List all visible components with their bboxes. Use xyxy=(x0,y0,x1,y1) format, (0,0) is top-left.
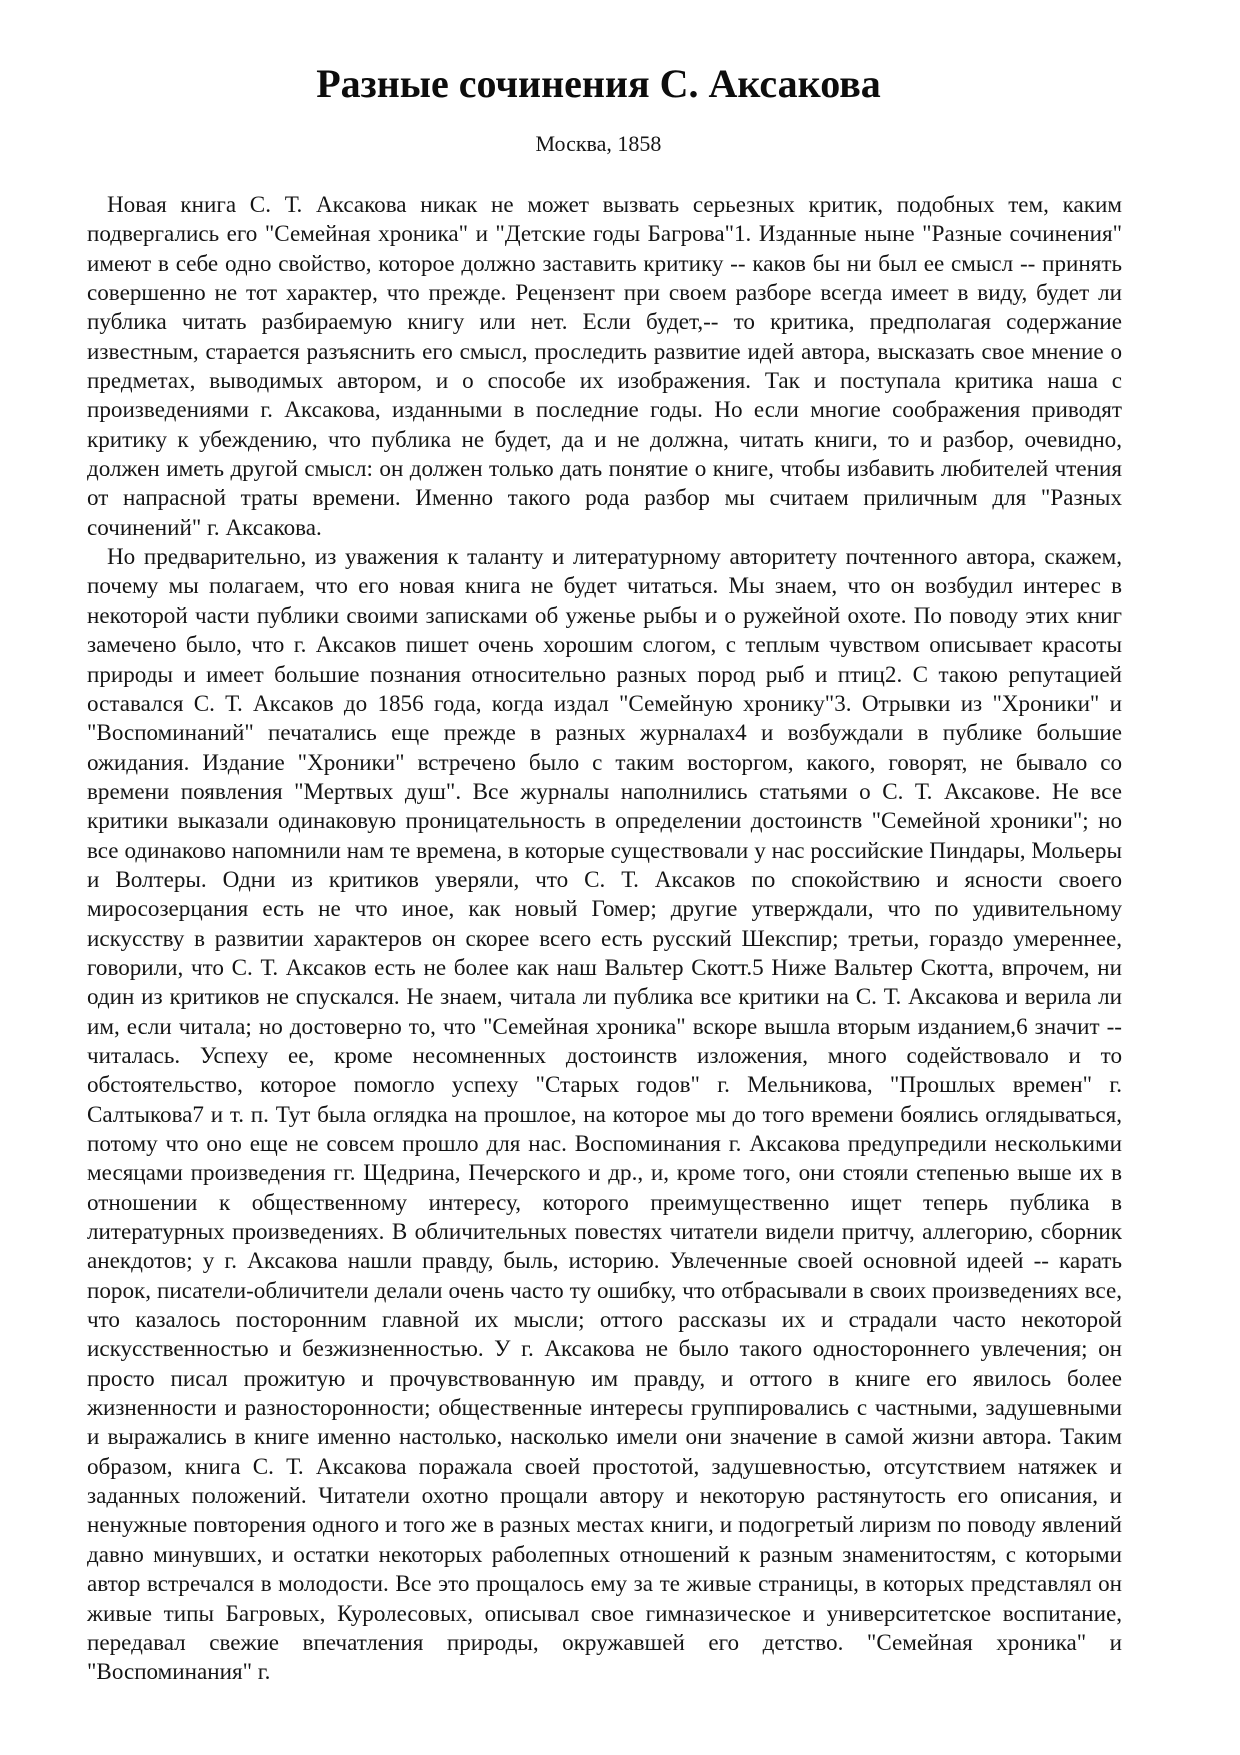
document-title: Разные сочинения С. Аксакова xyxy=(316,61,881,106)
document-subtitle: Москва, 1858 xyxy=(535,131,662,156)
paragraph: Но предварительно, из уважения к таланту и литературному авторитету почтенного автора, скажем, почему мы полагаем, что его новая книга не будет читаться. Мы знаем, что он возбудил интерес в некоторой части публики своими записками об уженье рыбы и о ружейной охоте. По поводу этих книг замечено было, что г. Аксаков пишет очень хорошим слогом, с теплым чувством описывает красоты природы и имеет большие познания относительно разных пород рыб и птиц2. С такою репутацией оставался С. Т. Аксаков до 1856 года, когда издал "Семейную хронику"3. Отрывки из "Хроники" и "Воспоминаний" печатались еще прежде в разных журналах4 и возбуждали в публике большие ожидания. Издание "Хроники" встречено было с таким восторгом, какого, говорят, не бывало со времени появления "Мертвых душ". Все журналы наполнились статьями о С. Т. Аксакове. Не все критики выказали одинаковую проницательность в определении достоинств "Семейной хроники"; но все одинаково напомнили нам те времена, в которые существовали у нас российские Пиндары, Мольеры и Волтеры. Одни из критиков уверяли, что С. Т. Аксаков по спокойствию и ясности своего миросозерцания есть не что иное, как новый Гомер; другие утверждали, что по удивительному искусству в развитии характеров он скорее всего есть русский Шекспир; третьи, гораздо умереннее, говорили, что С. Т. Аксаков есть не более как наш Вальтер Скотт.5 Ниже Вальтер Скотта, впрочем, ни один из критиков не спускался. Не знаем, читала ли публика все критики на С. Т. Аксакова и верила ли им, если читала; но достоверно то, что "Семейная хроника" вскоре вышла вторым изданием,6 значит -- читалась. Успеху ее, кроме несомненных достоинств изложения, много содействовало и то обстоятельство, которое помогло успеху "Старых годов" г. Мельникова, "Прошлых времен" г. Салтыкова7 и т. п. Тут была оглядка на прошлое, на которое мы до того времени боялись оглядываться, потому что оно еще не совсем прошло для нас. Воспоминания г. Аксакова предупредили несколькими месяцами произведения гг. Щедрина, Печерского и др., и, кроме того, они стояли степенью выше их в отношении к общественному интересу, которого преимущественно ищет теперь публика в литературных произведениях. В обличительных повестях читатели видели притчу, аллегорию, сборник анекдотов; у г. Аксакова нашли правду, быль, историю. Увлеченные своей основной идеей -- карать порок, писатели-обличители делали очень часто ту ошибку, что отбрасывали в своих произведениях все, что казалось посторонним главной их мысли; оттого рассказы их и страдали часто некоторой искусственностью и безжизненностью. У г. Аксакова не было такого одностороннего увлечения; он просто писал прожитую и прочувствованную им правду, и оттого в книге его явилось более жизненности и разносторонности; общественные интересы группировались с частными, задушевными и выражались в книге именно настолько, насколько имели они значение в самой жизни автора. Таким образом, книга С. Т. Аксакова поражала своей простотой, задушевностью, отсутствием натяжек и заданных положений. Читатели охотно прощали автору и некоторую растянутость его описания, и ненужные повторения одного и того же в разных местах книги, и подогретый лиризм по поводу явлений давно минувших, и остатки некоторых раболепных отношений к разным знаменитостям, с которыми автор встречался в молодости. Все это прощалось ему за те живые страницы, в которых представлял он живые типы Багровых, Куролесовых, описывал свое гимназическое и университетское воспитание, передавал свежие впечатления природы, окружавшей его детство. "Семейная хроника" и "Воспоминания" г. xyxy=(87,543,1122,1685)
paragraph: Новая книга С. Т. Аксакова никак не может вызвать серьезных критик, подобных тем, каким подвергались его "Семейная хроника" и "Детские годы Багрова"1. Изданные ныне "Разные сочинения" имеют в себе одно свойство, которое должно заставить критику -- каков бы ни был ее смысл -- принять совершенно не тот характер, что прежде. Рецензент при своем разборе всегда имеет в виду, будет ли публика читать разбираемую книгу или нет. Если будет,-- то критика, предполагая содержание известным, старается разъяснить его смысл, проследить развитие идей автора, высказать свое мнение о предметах, выводимых автором, и о способе их изображения. Так и поступала критика наша с произведениями г. Аксакова, изданными в последние годы. Но если многие соображения приводят критику к убеждению, что публика не будет, да и не должна, читать книги, то и разбор, очевидно, должен иметь другой смысл: он должен только дать понятие о книге, чтобы избавить любителей чтения от напрасной траты времени. Именно такого рода разбор мы считаем приличным для "Разных сочинений" г. Аксакова. xyxy=(87,191,1122,540)
document-body xyxy=(87,190,1122,1687)
